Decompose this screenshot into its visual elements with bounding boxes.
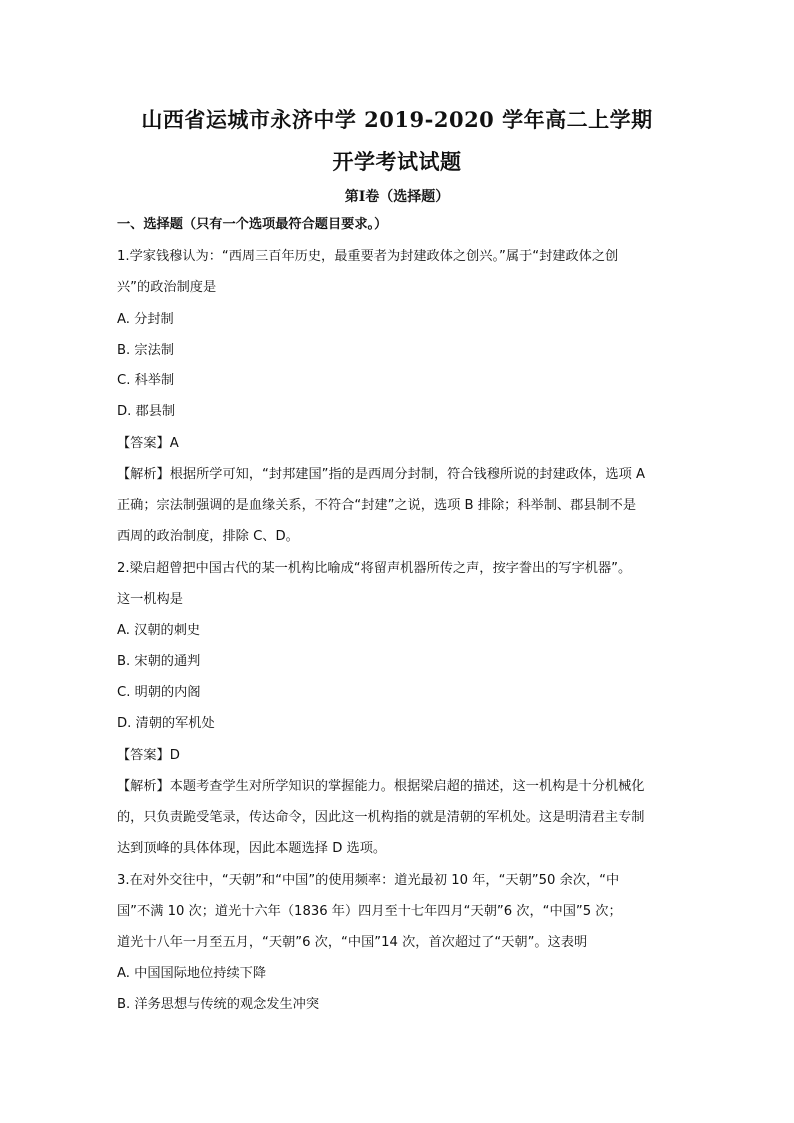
- question-2-analysis-line-1: 【解析】本题考查学生对所学知识的掌握能力。根据梁启超的描述，这一机构是十分机械化: [117, 779, 645, 794]
- question-2-analysis-line-3: 达到顶峰的具体体现，因此本题选择 D 选项。: [117, 841, 387, 856]
- question-3-option-a: A. 中国国际地位持续下降: [117, 966, 267, 981]
- question-2-analysis-line-2: 的，只负责跪受笔录，传达命令，因此这一机构指的就是清朝的军机处。这是明清君主专制: [117, 810, 645, 825]
- question-2-option-b: B. 宋朝的通判: [117, 654, 201, 669]
- question-3-option-b: B. 洋务思想与传统的观念发生冲突: [117, 997, 320, 1012]
- question-2-option-d: D. 清朝的军机处: [117, 716, 215, 731]
- question-1-analysis-line-3: 西周的政治制度，排除 C、D。: [117, 529, 299, 544]
- question-2-option-a: A. 汉朝的刺史: [117, 623, 201, 638]
- question-2-stem-line-2: 这一机构是: [117, 592, 183, 607]
- question-1-stem-line-1: 1.学家钱穆认为：“西周三百年历史，最重要者为封建政体之创兴。”属于“封建政体之创: [117, 249, 619, 264]
- document-subtitle-line: 开学考试试题: [332, 149, 462, 174]
- question-3-stem-line-1: 3.在对外交往中，“天朝”和“中国”的使用频率：道光最初 10 年，“天朝”50 余次，“中: [117, 873, 620, 888]
- question-1-analysis-line-2: 正确；宗法制强调的是血缘关系，不符合“封建”之说，选项 B 排除；科举制、郡县制不是: [117, 498, 637, 513]
- question-1-option-b: B. 宗法制: [117, 343, 174, 358]
- question-1-answer: 【答案】A: [117, 436, 179, 451]
- question-1-option-c: C. 科举制: [117, 373, 175, 388]
- volume-heading: 第Ⅰ卷（选择题）: [344, 189, 450, 205]
- question-2-answer: 【答案】D: [117, 748, 180, 763]
- question-3-stem-line-2: 国”不满 10 次；道光十六年（1836 年）四月至十七年四月“天朝”6 次，“中国”5 次；: [117, 904, 622, 919]
- question-3-stem-line-3: 道光十八年一月至五月，“天朝”6 次，“中国”14 次，首次超过了“天朝”。这表明: [117, 935, 588, 950]
- section-heading: 一、选择题（只有一个选项最符合题目要求。）: [117, 217, 388, 232]
- document-title: 山西省运城市永济中学 2019-2020 学年高二上学期: [141, 107, 653, 132]
- question-1-analysis-line-1: 【解析】根据所学可知，“封邦建国”指的是西周分封制，符合钱穆所说的封建政体，选项 A: [117, 467, 645, 482]
- question-2-option-c: C. 明朝的内阁: [117, 685, 201, 700]
- question-1-option-d: D. 郡县制: [117, 404, 176, 419]
- question-1-stem-line-2: 兴”的政治制度是: [117, 280, 217, 295]
- question-1-option-a: A. 分封制: [117, 312, 174, 327]
- question-2-stem-line-1: 2.梁启超曾把中国古代的某一机构比喻成“将留声机器所传之声，按字誊出的写字机器”。: [117, 561, 632, 576]
